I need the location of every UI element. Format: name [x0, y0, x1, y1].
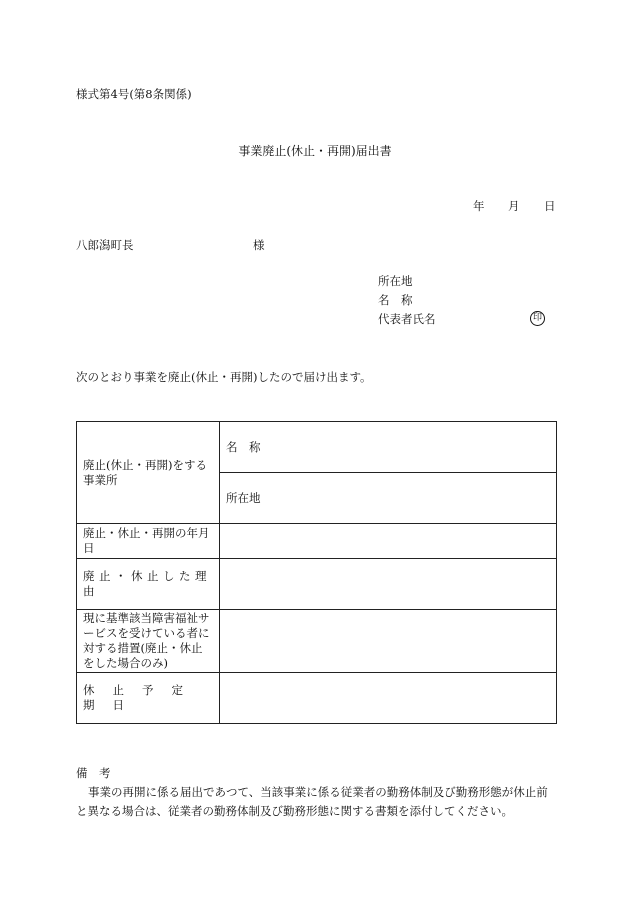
office-name-label: 名 称	[226, 439, 261, 454]
measures-label-cell	[77, 610, 220, 673]
notes-heading: 備 考	[76, 766, 111, 780]
measures-value-cell[interactable]	[220, 610, 557, 673]
reason-label: 廃止・休止した理由	[83, 569, 211, 598]
seal-mark: 印	[530, 311, 545, 326]
applicant-location-label: 所在地	[378, 274, 413, 288]
closure-date-value-cell[interactable]	[220, 524, 557, 559]
office-location-cell[interactable]	[220, 473, 557, 524]
form-number: 様式第4号(第8条関係)	[76, 87, 192, 101]
intro-text: 次のとおり事業を廃止(休止・再開)したので届け出ます。	[76, 370, 372, 384]
reason-label-cell	[77, 559, 220, 610]
date-label-cell	[77, 524, 220, 559]
applicant-representative-label: 代表者氏名	[378, 312, 436, 326]
closure-date-label: 廃止・休止・再開の年月日	[83, 526, 210, 555]
reason-value-cell[interactable]	[220, 559, 557, 610]
measures-label: 現に基準該当障害福祉サービスを受けている者に対する措置(廃止・休止をした場合のみ)	[83, 611, 210, 670]
date-year-label: 年	[473, 199, 485, 213]
office-label-cell	[77, 422, 220, 524]
notes-body: 事業の再開に係る届出であつて、当該事業に係る従業者の勤務体制及び勤務形態が休止前と異なる場合は、従業者の勤務体制及び勤務形態に関する書類を添付してください。	[76, 785, 548, 818]
form-table	[76, 421, 557, 724]
office-label: 廃止(休止・再開)をする事業所	[83, 457, 207, 487]
period-label-cell	[77, 673, 220, 724]
date-month-label: 月	[508, 199, 520, 213]
office-name-cell[interactable]	[220, 422, 557, 473]
addressee-honorific: 様	[253, 238, 265, 252]
addressee-name: 八郎潟町長	[76, 238, 134, 252]
suspension-period-label: 休止予定期日	[83, 683, 201, 712]
date-day-label: 日	[544, 199, 556, 213]
applicant-name-label: 名 称	[378, 293, 413, 307]
office-location-label: 所在地	[226, 490, 261, 505]
document-title: 事業廃止(休止・再開)届出書	[238, 144, 392, 158]
suspension-period-value-cell[interactable]	[220, 673, 557, 724]
